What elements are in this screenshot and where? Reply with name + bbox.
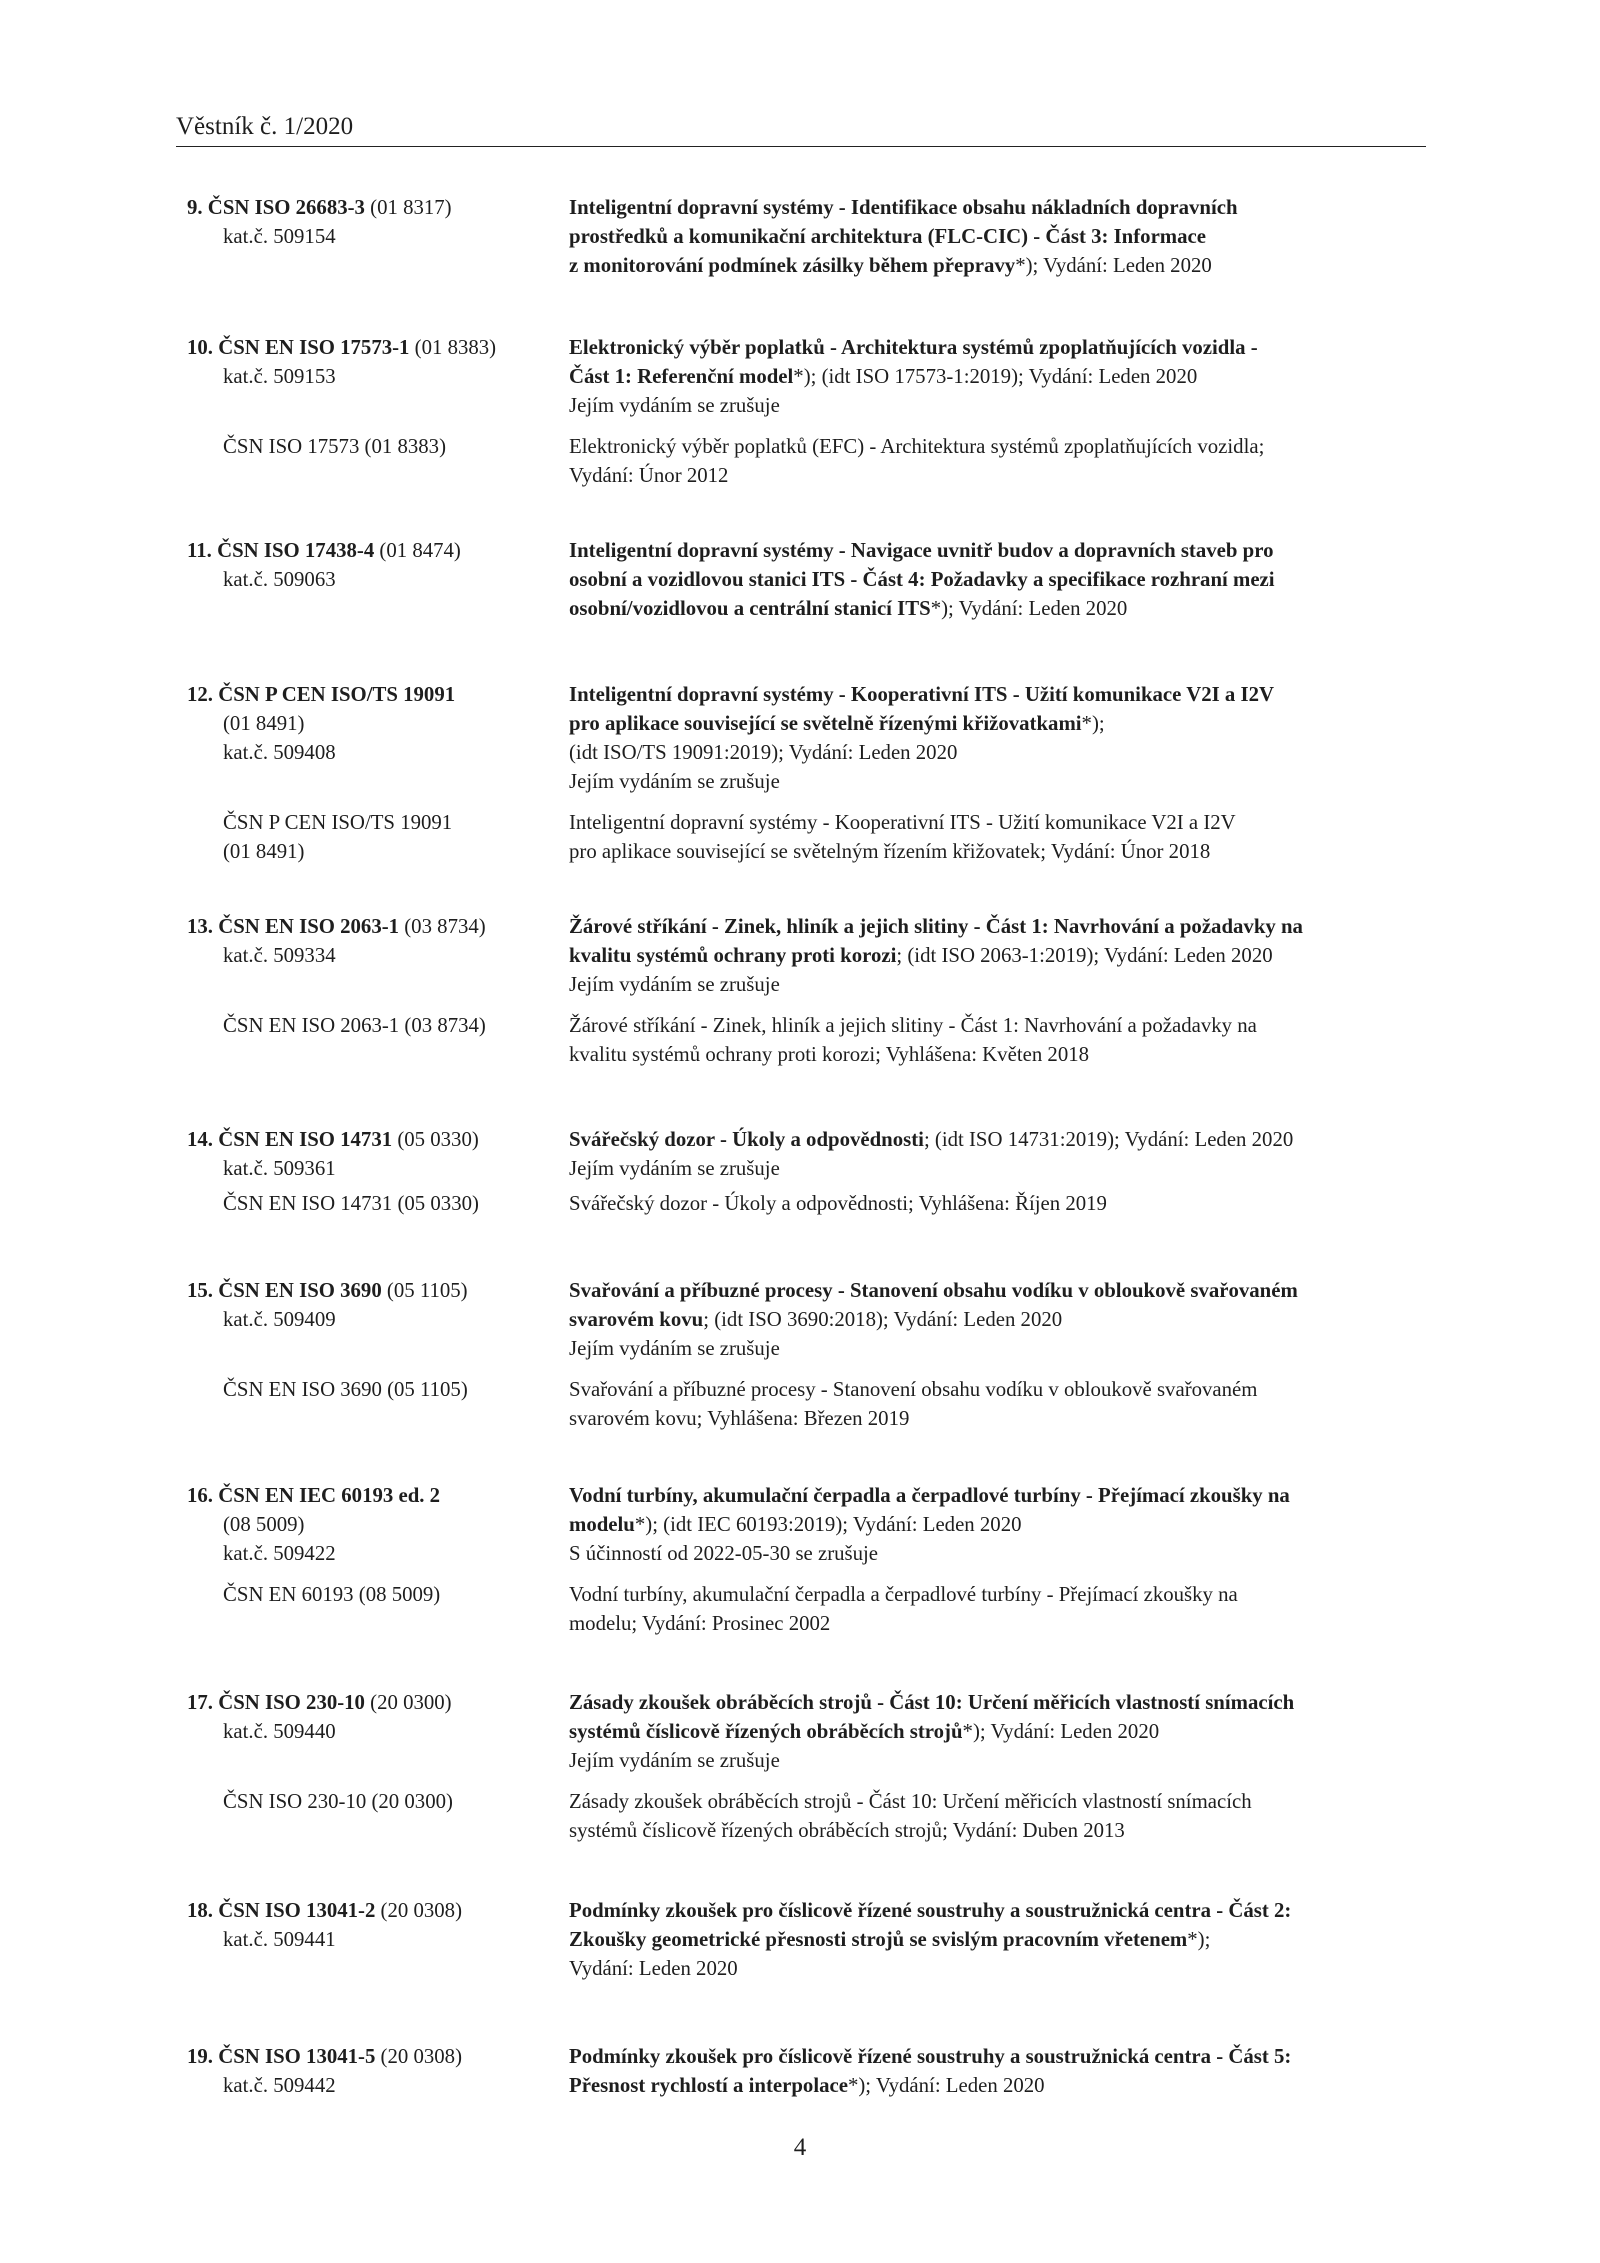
standard-code: ČSN ISO 17438-4: [217, 539, 375, 562]
title-column: [569, 193, 1435, 280]
replaced-title-line: Vodní turbíny, akumulační čerpadla a čerpadlové turbíny - Přejímací zkoušky na: [569, 1583, 1238, 1606]
publication-info: *); Vydání: Leden 2020: [962, 1720, 1160, 1743]
standard-code: ČSN EN ISO 17573-1: [218, 336, 410, 359]
replaced-standard-code: [187, 1787, 603, 1816]
title-column: [569, 1276, 1435, 1363]
replaced-standard-code: [187, 1580, 603, 1609]
catalog-number: kat.č. 509422: [223, 1542, 336, 1565]
publication-info: *); Vydání: Leden 2020: [1015, 254, 1212, 277]
replaced-standard-title: [569, 1787, 1435, 1845]
standard-code: ČSN ISO 13041-2: [218, 1899, 376, 1922]
replaced-code-line: ČSN EN ISO 14731 (05 0330): [223, 1192, 479, 1215]
standard-title-line: [569, 1125, 1435, 1154]
standard-title: Zkoušky geometrické přesnosti strojů se svislým pracovním vřetenem: [569, 1928, 1188, 1951]
designation-line: [187, 680, 567, 709]
replaced-standard-title: [569, 432, 1435, 490]
page-number: 4: [793, 2134, 807, 2161]
replaced-standard-title: [569, 1011, 1435, 1069]
replaced-title-line: svarovém kovu; Vyhlášena: Březen 2019: [569, 1407, 910, 1430]
replaced-code-line: ČSN EN ISO 3690 (05 1105): [223, 1378, 468, 1401]
standard-title: pro aplikace související se světelně řízenými křižovatkami: [569, 712, 1082, 735]
classification-code: (08 5009): [223, 1513, 305, 1536]
standard-title-line: [569, 594, 1435, 623]
standard-title: Zásady zkoušek obráběcích strojů - Část 10: Určení měřicích vlastností snímacích: [569, 1691, 1295, 1714]
standard-title: Vodní turbíny, akumulační čerpadla a čerpadlové turbíny - Přejímací zkoušky na: [569, 1484, 1290, 1507]
replaced-title-line: pro aplikace související se světelným řízením křižovatek; Vydání: Únor 2018: [569, 840, 1211, 863]
replaced-title-line: kvalitu systémů ochrany proti korozi; Vyhlášena: Květen 2018: [569, 1043, 1090, 1066]
standard-title: Část 1: Referenční model: [569, 365, 794, 388]
entry-number: 13.: [187, 915, 219, 938]
designation-column: [187, 1481, 567, 1568]
designation-line: [187, 536, 567, 565]
standard-title-line: [569, 2071, 1435, 2100]
title-column: [569, 333, 1435, 420]
designation-line: [187, 193, 567, 222]
designation-column: [187, 1276, 567, 1334]
designation-column: [187, 536, 567, 594]
publication-info: ; (idt ISO 2063-1:2019); Vydání: Leden 2020: [896, 944, 1273, 967]
standard-title: Přesnost rychlostí a interpolace: [569, 2074, 848, 2097]
replaced-standard-code: [187, 1189, 603, 1218]
standard-title-line: [569, 333, 1435, 362]
standard-title-line: [569, 680, 1435, 709]
replaced-code-line: ČSN ISO 230-10 (20 0300): [223, 1790, 453, 1813]
designation-column: [187, 1125, 567, 1183]
publication-info: *); Vydání: Leden 2020: [847, 2074, 1045, 2097]
designation-line: [187, 1896, 567, 1925]
classification-code: (01 8474): [374, 539, 461, 562]
designation-column: [187, 2042, 567, 2100]
catalog-number: kat.č. 509408: [223, 741, 336, 764]
replaced-title-line: Zásady zkoušek obráběcích strojů - Část 10: Určení měřicích vlastností snímacích: [569, 1790, 1252, 1813]
standard-title: modelu: [569, 1513, 635, 1536]
standard-title: Elektronický výběr poplatků - Architektura systémů zpoplatňujících vozidla -: [569, 336, 1258, 359]
standard-code: ČSN ISO 230-10: [218, 1691, 365, 1714]
standard-title: osobní a vozidlovou stanici ITS - Část 4: Požadavky a specifikace rozhraní mezi: [569, 568, 1275, 591]
replaced-title-line: Žárové stříkání - Zinek, hliník a jejich slitiny - Část 1: Navrhování a požadavky na: [569, 1014, 1257, 1037]
entry-number: 16.: [187, 1484, 219, 1507]
standard-title-line: [569, 1688, 1435, 1717]
repeal-note: Jejím vydáním se zrušuje: [569, 770, 780, 793]
replaced-code-line: ČSN ISO 17573 (01 8383): [223, 435, 446, 458]
catalog-number: kat.č. 509153: [223, 365, 336, 388]
standard-title: Žárové stříkání - Zinek, hliník a jejich slitiny - Část 1: Navrhování a požadavky na: [569, 915, 1303, 938]
standard-code: ČSN EN ISO 2063-1: [218, 915, 400, 938]
replaced-standard-code: [187, 432, 603, 461]
designation-column: [187, 912, 567, 970]
replaced-title-line: Elektronický výběr poplatků (EFC) - Architektura systémů zpoplatňujících vozidla;: [569, 435, 1265, 458]
repeal-note: Jejím vydáním se zrušuje: [569, 1749, 780, 1772]
standard-code: ČSN EN ISO 3690: [218, 1279, 382, 1302]
replaced-standard-code: [187, 808, 603, 866]
replaced-title-line: Inteligentní dopravní systémy - Kooperativní ITS - Užití komunikace V2I a I2V: [569, 811, 1236, 834]
replaced-code-line: ČSN P CEN ISO/TS 19091: [223, 811, 453, 834]
catalog-number: kat.č. 509361: [223, 1157, 336, 1180]
repeal-note: Jejím vydáním se zrušuje: [569, 394, 780, 417]
standard-title-line: [569, 193, 1435, 222]
entry-number: 17.: [187, 1691, 219, 1714]
replaced-title-line: modelu; Vydání: Prosinec 2002: [569, 1612, 831, 1635]
standard-title: systémů číslicově řízených obráběcích strojů: [569, 1720, 963, 1743]
classification-code: (03 8734): [399, 915, 486, 938]
designation-line: [187, 1481, 567, 1510]
standard-title: svarovém kovu: [569, 1308, 704, 1331]
title-column: [569, 2042, 1435, 2100]
repeal-note: Jejím vydáním se zrušuje: [569, 973, 780, 996]
designation-line: [187, 1688, 567, 1717]
standard-title-line: [569, 941, 1435, 970]
designation-line: [187, 912, 567, 941]
replaced-code-line: (01 8491): [223, 840, 305, 863]
classification-code: (20 0308): [375, 1899, 462, 1922]
title-column: [569, 1896, 1435, 1983]
title-column: [569, 1688, 1435, 1775]
standard-title: kvalitu systémů ochrany proti korozi: [569, 944, 897, 967]
standard-title-line: [569, 565, 1435, 594]
standard-code: ČSN EN IEC 60193 ed. 2: [218, 1484, 441, 1507]
standard-title-line: [569, 1510, 1435, 1539]
classification-code: (20 0308): [375, 2045, 462, 2068]
repeal-note: Jejím vydáním se zrušuje: [569, 1157, 780, 1180]
standard-title-line: [569, 2042, 1435, 2071]
standard-title: Svářečský dozor - Úkoly a odpovědnosti: [569, 1128, 924, 1151]
standard-title: Svařování a příbuzné procesy - Stanovení obsahu vodíku v obloukově svařovaném: [569, 1279, 1298, 1302]
replaced-title-line: Svářečský dozor - Úkoly a odpovědnosti; Vyhlášena: Říjen 2019: [569, 1192, 1107, 1215]
publication-info: ; (idt ISO 3690:2018); Vydání: Leden 2020: [703, 1308, 1063, 1331]
standard-title-line: [569, 222, 1435, 251]
classification-code: (01 8317): [364, 196, 452, 219]
publication-info: (idt ISO/TS 19091:2019); Vydání: Leden 2020: [569, 741, 958, 764]
catalog-number: kat.č. 509442: [223, 2074, 336, 2097]
entry-number: 19.: [187, 2045, 219, 2068]
catalog-number: kat.č. 509409: [223, 1308, 336, 1331]
classification-code: (01 8383): [409, 336, 497, 359]
classification-code: (05 0330): [392, 1128, 479, 1151]
bulletin-title: Věstník č. 1/2020: [176, 113, 354, 140]
page-header: [176, 112, 1426, 147]
designation-column: [187, 1688, 567, 1746]
designation-line: [187, 1125, 567, 1154]
standard-title-line: [569, 1305, 1435, 1334]
replaced-title-line: Svařování a příbuzné procesy - Stanovení obsahu vodíku v obloukově svařovaném: [569, 1378, 1258, 1401]
standard-title-line: [569, 251, 1435, 280]
designation-column: [187, 1896, 567, 1954]
title-column: [569, 1481, 1435, 1568]
designation-column: [187, 193, 567, 251]
standard-title-line: [569, 362, 1435, 391]
entry-number: 9.: [187, 196, 208, 219]
standard-title: Podmínky zkoušek pro číslicově řízené soustruhy a soustružnická centra - Část 2:: [569, 1899, 1292, 1922]
replaced-title-line: Vydání: Únor 2012: [569, 464, 729, 487]
standard-title-line: [569, 1925, 1435, 1954]
catalog-number: kat.č. 509334: [223, 944, 336, 967]
standard-code: ČSN P CEN ISO/TS 19091: [218, 683, 456, 706]
standard-title: Inteligentní dopravní systémy - Kooperativní ITS - Užití komunikace V2I a I2V: [569, 683, 1275, 706]
standard-title-line: [569, 536, 1435, 565]
classification-code: (01 8491): [223, 712, 305, 735]
title-column: [569, 680, 1435, 796]
repeal-note: Jejím vydáním se zrušuje: [569, 1337, 780, 1360]
replaced-standard-code: [187, 1011, 603, 1040]
entry-number: 18.: [187, 1899, 219, 1922]
standard-title-line: [569, 912, 1435, 941]
title-column: [569, 912, 1435, 999]
standard-title: Inteligentní dopravní systémy - Identifikace obsahu nákladních dopravních: [569, 196, 1238, 219]
catalog-number: kat.č. 509440: [223, 1720, 336, 1743]
publication-info: *);: [1081, 712, 1105, 735]
replaced-standard-title: [569, 1580, 1435, 1638]
repeal-note: S účinností od 2022-05-30 se zrušuje: [569, 1542, 879, 1565]
standard-title-line: [569, 1276, 1435, 1305]
publication-info: *); (idt IEC 60193:2019); Vydání: Leden 2020: [634, 1513, 1022, 1536]
publication-info: *);: [1187, 1928, 1211, 1951]
publication-info: *); (idt ISO 17573-1:2019); Vydání: Leden 2020: [793, 365, 1198, 388]
replaced-code-line: ČSN EN ISO 2063-1 (03 8734): [223, 1014, 486, 1037]
standard-title: Podmínky zkoušek pro číslicově řízené soustruhy a soustružnická centra - Část 5:: [569, 2045, 1292, 2068]
catalog-number: kat.č. 509441: [223, 1928, 336, 1951]
replaced-standard-title: [569, 1189, 1435, 1218]
designation-column: [187, 680, 567, 767]
entry-number: 15.: [187, 1279, 219, 1302]
standard-code: ČSN ISO 26683-3: [207, 196, 365, 219]
standard-title: prostředků a komunikační architektura (FLC-CIC) - Část 3: Informace: [569, 225, 1206, 248]
replaced-standard-title: [569, 808, 1435, 866]
designation-line: [187, 333, 567, 362]
standard-title-line: [569, 1896, 1435, 1925]
classification-code: (05 1105): [381, 1279, 468, 1302]
replaced-standard-code: [187, 1375, 603, 1404]
standard-code: ČSN EN ISO 14731: [218, 1128, 393, 1151]
catalog-number: kat.č. 509063: [223, 568, 336, 591]
standard-code: ČSN ISO 13041-5: [218, 2045, 376, 2068]
publication-info: Vydání: Leden 2020: [569, 1957, 738, 1980]
classification-code: (20 0300): [364, 1691, 452, 1714]
entry-number: 10.: [187, 336, 219, 359]
replaced-standard-title: [569, 1375, 1435, 1433]
standard-title-line: [569, 1717, 1435, 1746]
standard-title-line: [569, 1481, 1435, 1510]
replaced-title-line: systémů číslicově řízených obráběcích strojů; Vydání: Duben 2013: [569, 1819, 1125, 1842]
title-column: [569, 1125, 1435, 1183]
designation-line: [187, 1276, 567, 1305]
publication-info: *); Vydání: Leden 2020: [930, 597, 1128, 620]
designation-line: [187, 2042, 567, 2071]
publication-info: ; (idt ISO 14731:2019); Vydání: Leden 2020: [923, 1128, 1294, 1151]
standard-title: z monitorování podmínek zásilky během přepravy: [569, 254, 1016, 277]
standard-title: Inteligentní dopravní systémy - Navigace uvnitř budov a dopravních staveb pro: [569, 539, 1274, 562]
designation-column: [187, 333, 567, 391]
standard-title-line: [569, 709, 1435, 738]
entry-number: 11.: [187, 539, 218, 562]
standard-title: osobní/vozidlovou a centrální stanicí ITS: [569, 597, 931, 620]
catalog-number: kat.č. 509154: [223, 225, 336, 248]
title-column: [569, 536, 1435, 623]
replaced-code-line: ČSN EN 60193 (08 5009): [223, 1583, 441, 1606]
entry-number: 12.: [187, 683, 219, 706]
entry-number: 14.: [187, 1128, 219, 1151]
